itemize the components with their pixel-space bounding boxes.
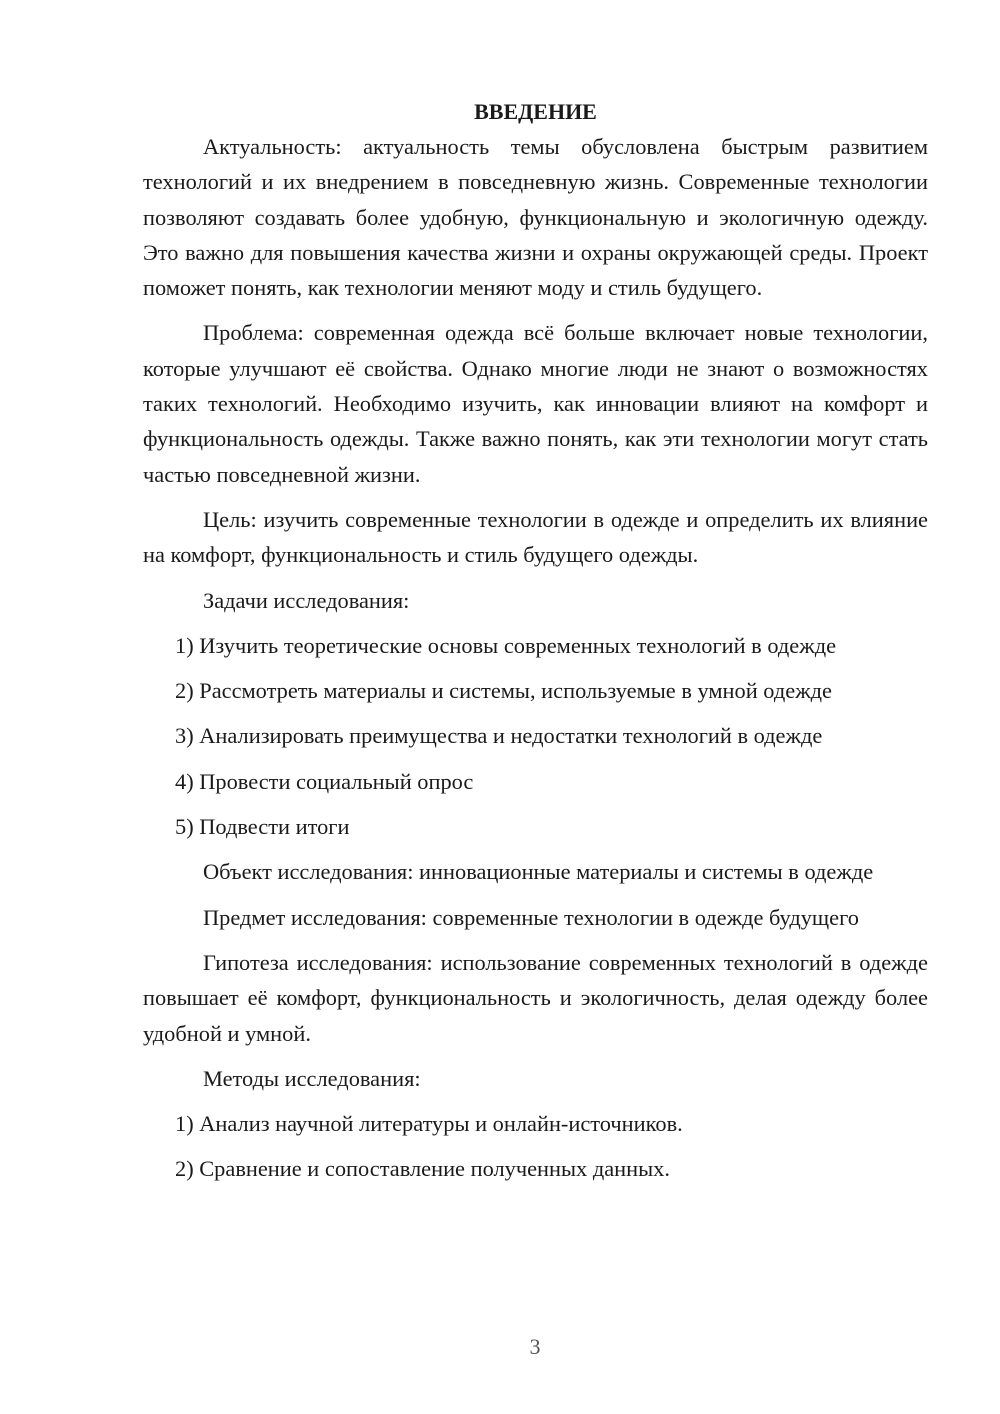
hypothesis-paragraph: Гипотеза исследования: использование современных технологий в одежде повышает её комфорт, функциональность и экологичность, делая одежду более удобной и умной. — [143, 949, 928, 1046]
method-item-2: 2) Сравнение и сопоставление полученных данных. — [175, 1156, 670, 1182]
tasks-heading: Задачи исследования: — [203, 587, 410, 613]
methods-heading: Методы исследования: — [203, 1065, 421, 1091]
page-content — [143, 94, 928, 1187]
method-item-1: 1) Анализ научной литературы и онлайн-источников. — [175, 1111, 683, 1137]
task-item-4: 4) Провести социальный опрос — [175, 768, 474, 794]
page-title: ВВЕДЕНИЕ — [474, 99, 597, 124]
goal-paragraph: Цель: изучить современные технологии в одежде и определить их влияние на комфорт, функциональность и стиль будущего одежды. — [143, 506, 928, 568]
page-number: 3 — [529, 1334, 541, 1359]
task-item-1: 1) Изучить теоретические основы современных технологий в одежде — [175, 632, 837, 658]
task-item-2: 2) Рассмотреть материалы и системы, используемые в умной одежде — [175, 678, 832, 704]
task-item-5: 5) Подвести итоги — [175, 814, 350, 840]
problem-paragraph: Проблема: современная одежда всё больше включает новые технологии, которые улучшают её свойства. Однако многие люди не знают о возможностях таких технологий. Необходимо изучить, как инновации влияют на комфорт и функциональность одежды. Также важно понять, как эти технологии могут стать частью повседневной жизни. — [143, 320, 928, 487]
task-item-3: 3) Анализировать преимущества и недостатки технологий в одежде — [175, 723, 823, 749]
relevance-paragraph: Актуальность: актуальность темы обусловлена быстрым развитием технологий и их внедрением в повседневную жизнь. Современные технологии позволяют создавать более удобную, функциональную и экологичную одежду. Это важно для повышения качества жизни и охраны окружающей среды. Проект поможет понять, как технологии меняют моду и стиль будущего. — [143, 134, 928, 301]
object-paragraph: Объект исследования: инновационные материалы и системы в одежде — [203, 859, 874, 885]
subject-paragraph: Предмет исследования: современные технологии в одежде будущего — [203, 904, 859, 930]
